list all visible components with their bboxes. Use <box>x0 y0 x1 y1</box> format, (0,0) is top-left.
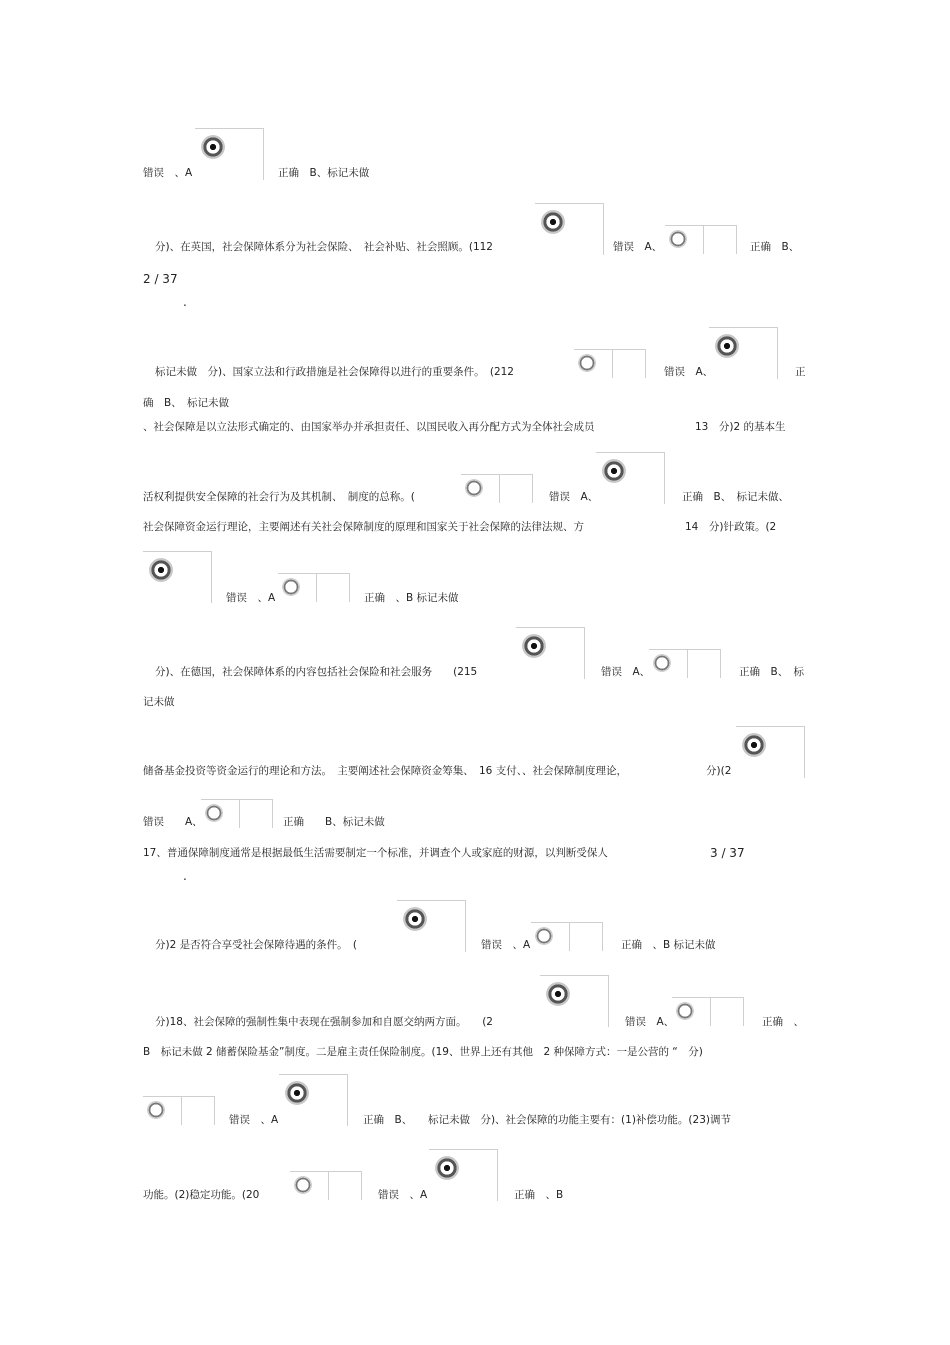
answer-option-text: 正确 B、 标记未做、 <box>682 491 789 503</box>
radio-box[interactable] <box>143 551 212 603</box>
radio-box[interactable] <box>461 474 533 503</box>
radio-box[interactable] <box>278 573 350 602</box>
question-text: 社会保障资金运行理论，主要阐述有关社会保障制度的原理和国家关于社会保障的法律法规、方 <box>143 521 584 533</box>
radio-empty-icon <box>465 479 483 497</box>
answer-option-text: 错误 A、 <box>549 491 599 503</box>
answer-option-text: 错误 、A <box>229 1114 279 1126</box>
question-text: 分)、在英国，社会保障体系分为社会保险、 社会补贴、社会照顾。(112 <box>155 241 493 253</box>
radio-box[interactable] <box>143 1096 215 1125</box>
answer-option-text: 正确 B、 <box>750 241 800 253</box>
answer-option-text: 正 <box>795 366 806 378</box>
page-marker: . <box>183 295 187 309</box>
radio-empty-icon <box>676 1002 694 1020</box>
radio-selected-icon <box>149 558 173 582</box>
radio-box[interactable] <box>535 203 604 255</box>
radio-selected-icon <box>742 733 766 757</box>
radio-box[interactable] <box>531 922 603 951</box>
question-text: 标记未做 分)、国家立法和行政措施是社会保障得以进行的重要条件。 (212 <box>155 366 514 378</box>
answer-option-text: 正确 、B 标记未做 <box>364 592 459 604</box>
answer-option-text: 正确 B、标记未做 <box>283 816 385 828</box>
question-text: 分)18、社会保障的强制性集中表现在强制参加和自愿交纳两方面。 (2 <box>155 1016 493 1028</box>
radio-selected-icon <box>715 334 739 358</box>
radio-selected-icon <box>435 1156 459 1180</box>
page-number: 2 / 37 <box>143 272 178 286</box>
radio-box[interactable] <box>290 1171 362 1200</box>
radio-box[interactable] <box>672 997 744 1026</box>
answer-option-text: 错误 、A <box>226 592 276 604</box>
answer-option-text: 错误 、A <box>481 939 531 951</box>
radio-box[interactable] <box>201 799 273 828</box>
radio-box[interactable] <box>516 627 585 679</box>
question-text: 、社会保障是以立法形式确定的、由国家举办并承担责任、以国民收入再分配方式为全体社会成员 <box>143 421 595 433</box>
answer-option-text: 记未做 <box>143 696 175 708</box>
answer-option-text: 错误 、A <box>378 1189 428 1201</box>
question-text: 分)(2 <box>706 765 732 777</box>
answer-option-text: 错误 A、 <box>601 666 651 678</box>
radio-box[interactable] <box>195 128 264 180</box>
question-text: 13 分)2 的基本生 <box>695 421 786 433</box>
answer-option-text: 确 B、 标记未做 <box>143 397 229 409</box>
radio-empty-icon <box>294 1176 312 1194</box>
page-marker: . <box>183 869 187 883</box>
radio-box[interactable] <box>279 1074 348 1126</box>
radio-empty-icon <box>669 230 687 248</box>
radio-empty-icon <box>282 578 300 596</box>
answer-option-text: 错误 A、 <box>625 1016 675 1028</box>
radio-empty-icon <box>535 927 553 945</box>
radio-selected-icon <box>201 135 225 159</box>
question-text: 分)2 是否符合享受社会保障待遇的条件。 ( <box>155 939 357 951</box>
radio-box[interactable] <box>665 225 737 254</box>
radio-box[interactable] <box>709 327 778 379</box>
radio-empty-icon <box>205 804 223 822</box>
answer-option-text: 错误 、A <box>143 167 193 179</box>
question-text: 功能。(2)稳定功能。(20 <box>143 1189 260 1201</box>
answer-option-text: 正确 、 <box>762 1016 804 1028</box>
radio-box[interactable] <box>649 649 721 678</box>
answer-option-text: 正确 、B 标记未做 <box>621 939 716 951</box>
answer-option-text: 错误 A、 <box>613 241 663 253</box>
radio-empty-icon <box>147 1101 165 1119</box>
radio-selected-icon <box>403 907 427 931</box>
radio-selected-icon <box>541 210 565 234</box>
radio-selected-icon <box>602 459 626 483</box>
question-text: B 标记未做 2 储蓄保险基金”制度。二是雇主责任保险制度。(19、世界上还有其他 2 种保障方式：一是公营的 “ 分) <box>143 1046 703 1058</box>
answer-option-text: 正确 B、 标 <box>739 666 804 678</box>
question-text: 储备基金投资等资金运行的理论和方法。 主要阐述社会保障资金筹集、 16 支付、、社会保障制度理论， <box>143 765 627 777</box>
answer-option-text: 错误 A、 <box>664 366 714 378</box>
question-text: 17、普通保障制度通常是根据最低生活需要制定一个标准，并调查个人或家庭的财源，以判断受保人 <box>143 847 608 859</box>
question-text: 活权利提供安全保障的社会行为及其机制、 制度的总称。( <box>143 491 415 503</box>
radio-box[interactable] <box>540 975 609 1027</box>
radio-box[interactable] <box>429 1149 498 1201</box>
radio-empty-icon <box>653 654 671 672</box>
radio-box[interactable] <box>736 726 805 778</box>
answer-option-text: 错误 A、 <box>143 816 203 828</box>
answer-option-text: 正确 B、标记未做 <box>278 167 370 179</box>
question-text: 分)、在德国，社会保障体系的内容包括社会保险和社会服务 (215 <box>155 666 478 678</box>
radio-empty-icon <box>578 354 596 372</box>
radio-selected-icon <box>546 982 570 1006</box>
question-text: 正确 B、 标记未做 分)、社会保障的功能主要有：(1)补偿功能。(23)调节 <box>363 1114 731 1126</box>
radio-selected-icon <box>522 634 546 658</box>
answer-option-text: 正确 、B <box>514 1189 564 1201</box>
radio-selected-icon <box>285 1081 309 1105</box>
page-number: 3 / 37 <box>710 846 745 860</box>
radio-box[interactable] <box>397 900 466 952</box>
radio-box[interactable] <box>596 452 665 504</box>
question-text: 14 分)针政策。(2 <box>685 521 777 533</box>
radio-box[interactable] <box>574 349 646 378</box>
